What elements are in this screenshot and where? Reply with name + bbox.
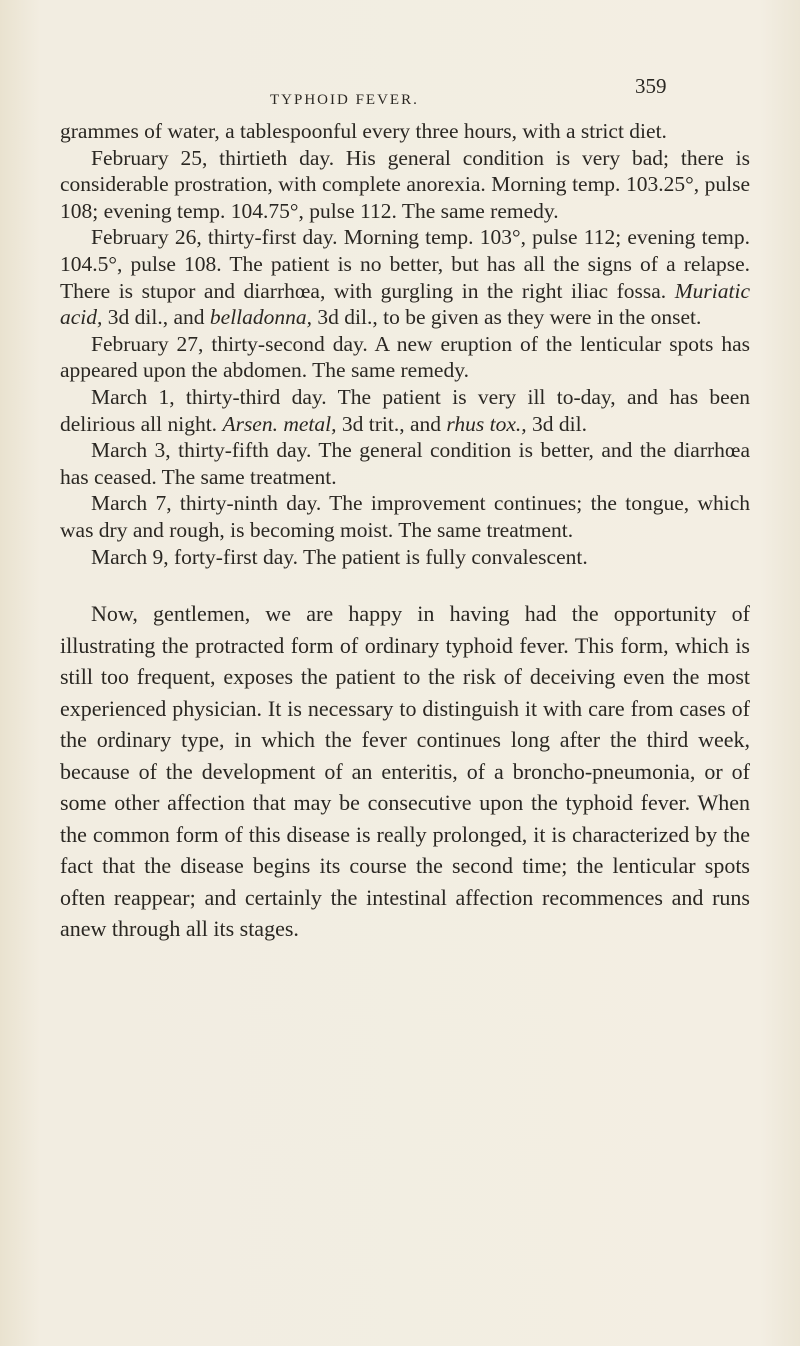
text-run: 3d dil. (526, 411, 587, 436)
text-run: 3d trit., and (336, 411, 447, 436)
text-run: 3d dil., to be given as they were in the onset. (312, 305, 702, 330)
paragraph: grammes of water, a tablespoonful every three hours, with a strict diet. (60, 119, 667, 143)
remedy-name: Muriatic acid, (60, 278, 750, 330)
paragraph: February 25, thirtieth day. His general condition is very bad; there is considerable prostration, with complete anorexia. Morning temp. 103.25°, pulse 108; evening temp. 104.75°, pulse 112. The same remedy. (60, 145, 750, 223)
remedy-name: rhus tox., (446, 411, 527, 436)
paragraph: Now, gentlemen, we are happy in having had the opportunity of illustrating the protracted form of ordinary typhoid fever. This form, which is still too frequent, exposes the patient to the risk of deceiving even the most experienced physician. It is necessary to distinguish it with care from cases of the ordinary type, in which the fever continues long after the third week, because of the development of an enteritis, of a broncho-pneumonia, or of some other affection that may be consecutive upon the typhoid fever. When the common form of this disease is really prolonged, it is characterized by the fact that the disease begins its course the second time; the lenticular spots often reappear; and certainly the intestinal affection recommences and runs anew through all its stages. (60, 601, 750, 942)
paragraph: February 27, thirty-second day. A new eruption of the lenticular spots has appeared upon the abdomen. The same remedy. (60, 331, 750, 383)
text-run: March 1, thirty-third day. The patient is very ill to-day, and has been delirious all night. (60, 384, 750, 436)
page-header (0, 74, 800, 112)
paragraph (60, 224, 750, 330)
remedy-name: Arsen. metal, (222, 411, 337, 436)
body-text (60, 118, 750, 945)
paragraph (60, 384, 750, 437)
text-run: February 26, thirty-first day. Morning temp. 103°, pulse 112; evening temp. 104.5°, pulse 108. The patient is no better, but has all the signs of a relapse. There is stupor and diarrhœa, with gurgling in the right iliac fossa. (60, 225, 750, 303)
remedy-name: belladonna, (209, 305, 313, 330)
paragraph: March 9, forty-first day. The patient is fully convalescent. (91, 544, 588, 569)
running-head: TYPHOID FEVER. (270, 92, 419, 108)
paragraph: March 7, thirty-ninth day. The improvement continues; the tongue, which was dry and rough, is becoming moist. The same treatment. (60, 491, 750, 542)
paragraph: March 3, thirty-fifth day. The general condition is better, and the diarrhœa has ceased. The same treatment. (60, 438, 750, 489)
page-number: 359 (635, 74, 667, 98)
text-run: 3d dil., and (102, 305, 210, 330)
